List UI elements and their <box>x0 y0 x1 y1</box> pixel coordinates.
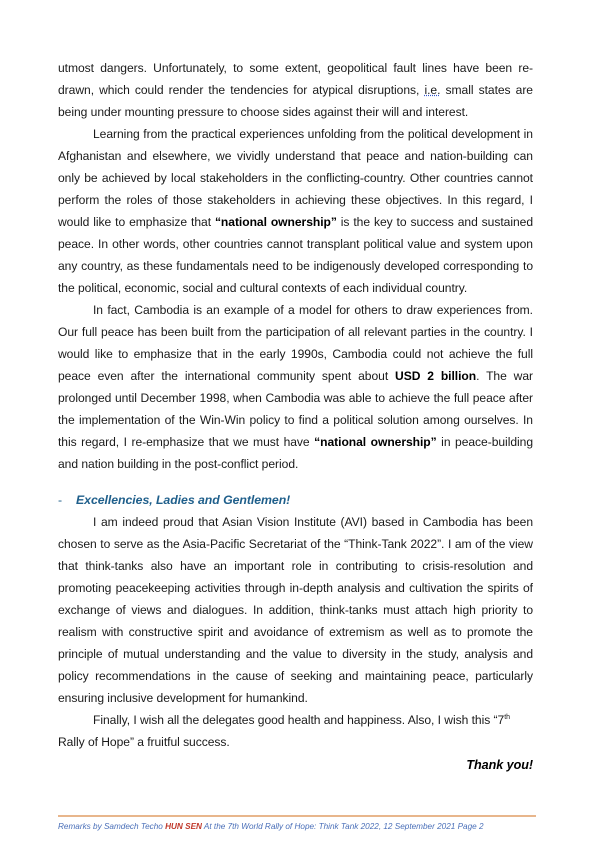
p3-text-a: In fact, Cambodia is an example of a model for others to draw experiences from. Our full peace has been built from the participation of all relevant parties in the country. I would like to emphasize that in the early 1990s, Cambodia could not achieve the full peace even after the international community spent about <box>58 303 533 383</box>
p2-bold-national-ownership: “national ownership” <box>214 215 337 229</box>
p2-text-a: Learning from the practical experiences unfolding from the political development in Afghanistan and elsewhere, we vividly understand that peace and nation-building can only be achieved by local stakeholders in the conflicting-country. Other countries cannot perform the roles of those stakeholders in achieving these objectives. In this regard, I would like to emphasize that <box>58 127 533 229</box>
p2-text-b: is the key to success and sustained peace. In other words, other countries cannot transplant political value and system upon any country, as these fundamentals need to be indigenously developed corresponding to the political, economic, social and cultural contexts of each individual country. <box>58 215 533 295</box>
paragraph-1 <box>58 57 533 123</box>
p5-superscript: th <box>504 714 510 721</box>
paragraph-4: I am indeed proud that Asian Vision Institute (AVI) based in Cambodia has been chosen to serve as the Asia-Pacific Secretariat of the “Think-Tank 2022”. I am of the view that think-tanks also have an important role in contributing to crisis-resolution and promoting peacekeeping activities through in-depth analysis and cultivation the spirits of exchange of views and dialogues. In addition, think-tanks must attach high priority to realism with constructive spirit and avoidance of extremism as well as to promote the principle of mutual understanding and the value to diversity in the study, analysis and policy recommendations in the cause of seeking and maintaining peace, particularly ensuring inclusive development for humankind. <box>58 515 533 705</box>
footer-rule <box>58 815 536 817</box>
paragraph-2 <box>58 123 533 299</box>
ie-abbreviation: i.e. <box>424 83 441 97</box>
paragraph-3 <box>58 299 533 475</box>
closing-thank-you: Thank you! <box>466 758 533 772</box>
page-footer <box>58 822 534 831</box>
footer-suffix: At the 7th World Rally of Hope: Think Tank 2022, 12 September 2021 Page 2 <box>201 822 484 831</box>
document-body <box>58 57 533 776</box>
p1-text-b: small states are being under mounting pressure to choose sides against their will and interest. <box>58 83 533 119</box>
p5-text-b: Rally of Hope” a fruitful success. <box>58 735 230 749</box>
p3-text-b: . The war prolonged until December 1998, when Cambodia was able to achieve the full peace after the implementation of the Win-Win policy to find a political solution among ourselves. In this regard, I re-emphasize that we must have <box>58 369 533 449</box>
footer-prefix: Remarks by Samdech Techo <box>58 822 166 831</box>
p3-bold-national-ownership: “national ownership” <box>314 435 437 449</box>
paragraph-5 <box>58 709 533 753</box>
p3-text-c: in peace-building and nation building in the post-conflict period. <box>58 435 533 471</box>
heading-text: Excellencies, Ladies and Gentlemen! <box>76 493 291 507</box>
p3-bold-usd: USD 2 billion <box>395 369 477 383</box>
p5-text-a: Finally, I wish all the delegates good health and happiness. Also, I wish this “7 <box>93 713 505 727</box>
heading-dash: - <box>58 493 63 507</box>
section-heading <box>58 489 533 511</box>
p1-text-a: utmost dangers. Unfortunately, to some extent, geopolitical fault lines have been re-drawn, which could render the tendencies for atypical disruptions, <box>58 61 533 97</box>
footer-speaker-name: HUN SEN <box>165 822 202 831</box>
